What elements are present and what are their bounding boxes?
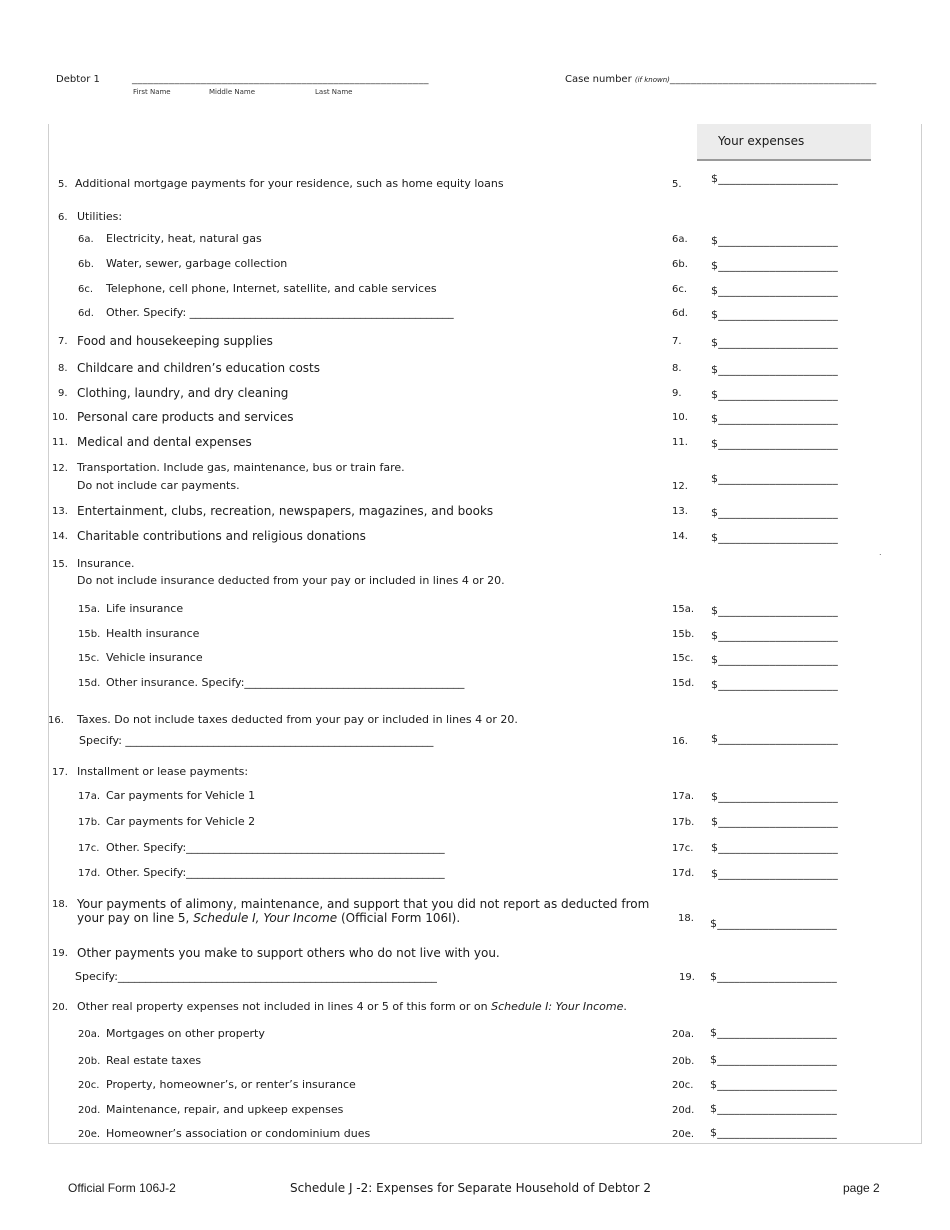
last-name-label: Last Name xyxy=(315,88,353,96)
line-number: 20e. xyxy=(78,1129,101,1140)
line-label: Homeowner’s association or condominium dues xyxy=(106,1127,371,1140)
amount-field[interactable]: $_____________________ xyxy=(711,678,838,691)
line-number: 8. xyxy=(58,363,68,374)
line-label: Car payments for Vehicle 2 xyxy=(106,815,256,828)
line-number: 17a. xyxy=(78,791,101,802)
amount-field[interactable]: $_____________________ xyxy=(711,867,838,880)
line-ref: 6b. xyxy=(672,259,688,270)
amount-field[interactable]: $_____________________ xyxy=(711,732,838,745)
debtor-label: Debtor 1 xyxy=(56,74,100,85)
amount-field[interactable]: $_____________________ xyxy=(711,506,838,519)
line-ref: 17c. xyxy=(672,843,694,854)
line-number: 14. xyxy=(52,531,68,542)
line-label: Other payments you make to support others who do not live with you. xyxy=(77,946,500,960)
line-number: 15d. xyxy=(78,678,101,689)
line-ref: 17b. xyxy=(672,817,695,828)
amount-field[interactable]: $_____________________ xyxy=(711,412,838,425)
line-ref: 13. xyxy=(672,506,688,517)
line-ref: 15d. xyxy=(672,678,695,689)
line-ref: 20a. xyxy=(672,1029,695,1040)
amount-field[interactable]: $_____________________ xyxy=(711,790,838,803)
line-ref: 12. xyxy=(672,481,688,492)
line-ref: 6d. xyxy=(672,308,688,319)
line-note: Do not include car payments. xyxy=(77,479,240,492)
amount-field[interactable]: $_____________________ xyxy=(711,308,838,321)
line-ref: 19. xyxy=(679,972,695,983)
line-ref: 15c. xyxy=(672,653,694,664)
line-number: 20. xyxy=(52,1002,68,1013)
line-label-cont: your pay on line 5, Schedule I, Your Income (Official Form 106I). xyxy=(77,911,461,925)
line-ref: 5. xyxy=(672,179,682,190)
line-label: Transportation. Include gas, maintenance, bus or train fare. xyxy=(77,461,405,474)
line-label: Water, sewer, garbage collection xyxy=(106,257,288,270)
specify-field[interactable]: Other insurance. Specify:________________________________________ xyxy=(106,676,465,689)
amount-field[interactable]: $_____________________ xyxy=(710,1126,837,1139)
line-ref: 20d. xyxy=(672,1105,695,1116)
decorative-dot: . xyxy=(879,548,882,557)
amount-field[interactable]: $_____________________ xyxy=(711,472,838,485)
line-label: Medical and dental expenses xyxy=(77,435,252,449)
line-number: 13. xyxy=(52,506,68,517)
line-number: 20d. xyxy=(78,1105,101,1116)
line-number: 17d. xyxy=(78,868,101,879)
line-number: 9. xyxy=(58,388,68,399)
line-number: 18. xyxy=(52,899,68,910)
line-ref: 17a. xyxy=(672,791,695,802)
line-ref: 6a. xyxy=(672,234,688,245)
line-number: 11. xyxy=(52,437,68,448)
line-label: Entertainment, clubs, recreation, newspapers, magazines, and books xyxy=(77,504,494,518)
specify-field[interactable]: Specify:__________________________________________________________ xyxy=(75,970,437,983)
line-label: Electricity, heat, natural gas xyxy=(106,232,262,245)
line-ref: 6c. xyxy=(672,284,688,295)
line-label: Utilities: xyxy=(77,210,123,223)
amount-field[interactable]: $_____________________ xyxy=(711,336,838,349)
amount-field[interactable]: $_____________________ xyxy=(710,970,837,983)
case-number-qualifier: (if known) xyxy=(634,76,670,84)
line-label: Charitable contributions and religious donations xyxy=(77,529,366,543)
line-label: Food and housekeeping supplies xyxy=(77,334,273,348)
line-number: 6c. xyxy=(78,284,94,295)
line-ref: 20b. xyxy=(672,1056,695,1067)
page-number: page 2 xyxy=(843,1181,880,1195)
line-number: 6a. xyxy=(78,234,94,245)
your-expenses-header: Your expenses xyxy=(697,124,871,161)
line-label: Telephone, cell phone, Internet, satellite, and cable services xyxy=(106,282,437,295)
line-number: 15a. xyxy=(78,604,101,615)
line-label: Life insurance xyxy=(106,602,184,615)
line-label: Real estate taxes xyxy=(106,1054,202,1067)
line-ref: 8. xyxy=(672,363,682,374)
amount-field[interactable]: $_____________________ xyxy=(711,172,838,185)
line-label: Maintenance, repair, and upkeep expenses xyxy=(106,1103,344,1116)
line-label: Installment or lease payments: xyxy=(77,765,249,778)
amount-field[interactable]: $_____________________ xyxy=(711,363,838,376)
line-label: Taxes. Do not include taxes deducted from your pay or included in lines 4 or 20. xyxy=(77,713,518,726)
line-label: Vehicle insurance xyxy=(106,651,203,664)
line-ref: 11. xyxy=(672,437,688,448)
specify-field[interactable]: Specify: ________________________________________________________ xyxy=(79,734,434,747)
line-ref: 20c. xyxy=(672,1080,694,1091)
line-label: Your payments of alimony, maintenance, and support that you did not report as deducted from xyxy=(77,897,650,911)
line-number: 6b. xyxy=(78,259,94,270)
amount-field[interactable]: $_____________________ xyxy=(711,437,838,450)
line-label: Car payments for Vehicle 1 xyxy=(106,789,256,802)
case-number-label: Case number (if known)_______________________________________ xyxy=(565,74,877,85)
line-number: 15c. xyxy=(78,653,100,664)
line-ref: 18. xyxy=(678,913,694,924)
line-label: Clothing, laundry, and dry cleaning xyxy=(77,386,289,400)
line-label: Personal care products and services xyxy=(77,410,294,424)
line-number: 17c. xyxy=(78,843,100,854)
line-number: 5. xyxy=(58,179,68,190)
line-ref: 14. xyxy=(672,531,688,542)
line-ref: 9. xyxy=(672,388,682,399)
line-ref: 17d. xyxy=(672,868,695,879)
amount-field[interactable]: $_____________________ xyxy=(711,604,838,617)
debtor-name-field[interactable]: ________________________________________________________ xyxy=(132,74,429,85)
line-number: 15b. xyxy=(78,629,101,640)
form-id: Official Form 106J-2 xyxy=(68,1181,176,1195)
amount-field[interactable]: $_____________________ xyxy=(710,1053,837,1066)
line-number: 15. xyxy=(52,559,68,570)
line-number: 10. xyxy=(52,412,68,423)
line-number: 6. xyxy=(58,212,68,223)
amount-field[interactable]: $_____________________ xyxy=(711,629,838,642)
line-number: 19. xyxy=(52,948,68,959)
middle-name-label: Middle Name xyxy=(209,88,255,96)
line-label: Other real property expenses not included in lines 4 or 5 of this form or on Schedule I: Your Income. xyxy=(77,1000,627,1013)
line-label: Health insurance xyxy=(106,627,200,640)
amount-field[interactable]: $_____________________ xyxy=(710,1078,837,1091)
form-title: Schedule J -2: Expenses for Separate Household of Debtor 2 xyxy=(290,1181,651,1195)
line-number: 6d. xyxy=(78,308,94,319)
line-label: Mortgages on other property xyxy=(106,1027,265,1040)
line-ref: 15b. xyxy=(672,629,695,640)
line-number: 17b. xyxy=(78,817,101,828)
first-name-label: First Name xyxy=(133,88,171,96)
specify-field[interactable]: Other. Specify:_______________________________________________ xyxy=(106,866,445,879)
amount-field[interactable]: $_____________________ xyxy=(710,1026,837,1039)
amount-field[interactable]: $_____________________ xyxy=(711,388,838,401)
amount-field[interactable]: $_____________________ xyxy=(710,917,837,930)
line-label: Property, homeowner’s, or renter’s insurance xyxy=(106,1078,356,1091)
line-ref: 15a. xyxy=(672,604,695,615)
line-ref: 7. xyxy=(672,336,682,347)
amount-field[interactable]: $_____________________ xyxy=(711,815,838,828)
line-number: 7. xyxy=(58,336,68,347)
amount-field[interactable]: $_____________________ xyxy=(711,259,838,272)
line-label: Childcare and children’s education costs xyxy=(77,361,321,375)
line-label: Insurance. xyxy=(77,557,135,570)
line-label: Additional mortgage payments for your residence, such as home equity loans xyxy=(75,177,504,190)
line-number: 20a. xyxy=(78,1029,101,1040)
amount-field[interactable]: $_____________________ xyxy=(711,234,838,247)
line-ref: 16. xyxy=(672,736,688,747)
amount-field[interactable]: $_____________________ xyxy=(711,841,838,854)
amount-field[interactable]: $_____________________ xyxy=(711,653,838,666)
amount-field[interactable]: $_____________________ xyxy=(711,531,838,544)
line-ref: 20e. xyxy=(672,1129,695,1140)
line-number: 20c. xyxy=(78,1080,100,1091)
line-ref: 10. xyxy=(672,412,688,423)
case-number-field[interactable]: _______________________________________ xyxy=(669,74,877,85)
amount-field[interactable]: $_____________________ xyxy=(710,1102,837,1115)
specify-field[interactable]: Other. Specify:_______________________________________________ xyxy=(106,841,445,854)
line-note: Do not include insurance deducted from your pay or included in lines 4 or 20. xyxy=(77,574,505,587)
line-number: 12. xyxy=(52,463,68,474)
specify-field[interactable]: Other. Specify: ________________________________________________ xyxy=(106,306,454,319)
line-number: 17. xyxy=(52,767,68,778)
line-number: 20b. xyxy=(78,1056,101,1067)
line-number: 16. xyxy=(48,715,64,726)
amount-field[interactable]: $_____________________ xyxy=(711,284,838,297)
